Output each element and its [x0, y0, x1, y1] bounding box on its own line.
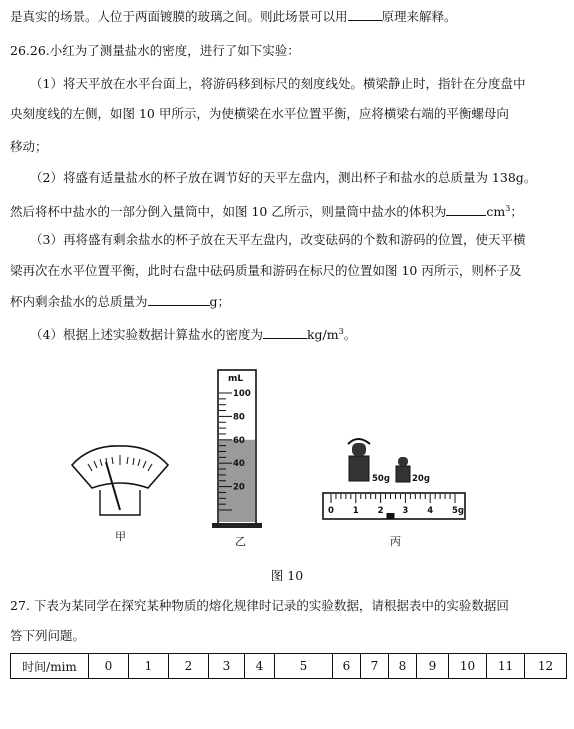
unit-density: kg/m	[306, 327, 339, 343]
q26-step4	[30, 323, 566, 344]
q27-line1: 27. 下表为某同学在探究某种物质的熔化规律时记录的实验数据，请根据表中的实验数据回	[10, 598, 509, 613]
table-cell: 12	[525, 654, 567, 679]
table-cell: 4	[245, 654, 275, 679]
table-cell: 2	[169, 654, 209, 679]
table-cell: 9	[417, 654, 449, 679]
figure-caption: 图 10	[270, 568, 304, 583]
answer-blank[interactable]	[348, 8, 382, 21]
balance-dial	[72, 446, 168, 515]
rider[interactable]	[387, 513, 395, 519]
label-jia: 甲	[115, 530, 126, 543]
rider-tick-label: 1	[352, 506, 359, 516]
melting-data-table	[10, 653, 567, 679]
table-header-cell: 时间/mim	[11, 654, 89, 679]
rider-tick-label: 5g	[452, 506, 464, 516]
weight-50g-label: 50g	[372, 474, 390, 484]
cylinder-base	[212, 523, 262, 528]
unit-density-exp: 3	[338, 327, 344, 336]
q26-step1-line1: （1）将天平放在水平台面上，将游码移到标尺的刻度线处。横梁静止时，指针在分度盘中	[30, 76, 526, 91]
figure-svg	[60, 350, 480, 565]
table-cell: 1	[129, 654, 169, 679]
q27-line2: 答下列问题。	[10, 628, 86, 643]
density-answer-blank[interactable]	[263, 326, 307, 339]
table-cell: 3	[209, 654, 245, 679]
table-cell: 8	[389, 654, 417, 679]
table-cell: 6	[333, 654, 361, 679]
q26-step3-line1: （3）再将盛有剩余盐水的杯子放在天平左盘内，改变砝码的个数和游码的位置，使天平横	[30, 232, 526, 247]
graduated-cylinder	[212, 370, 262, 528]
rider-tick-label: 0	[328, 506, 334, 516]
punct: ；	[510, 204, 523, 220]
table-cell: 0	[89, 654, 129, 679]
mass-answer-blank[interactable]	[148, 293, 210, 306]
rider-scale	[323, 493, 465, 519]
q26-step2-line1: （2）将盛有适量盐水的杯子放在调节好的天平左盘内，测出杯子和盐水的总质量为 138g。	[30, 170, 537, 185]
unit-cm: cm	[486, 204, 506, 220]
cylinder-tick-label: 80	[233, 412, 245, 423]
cylinder-tick-label: 20	[233, 482, 245, 493]
q26-step1-line2: 央刻度线的左侧，如图 10 甲所示，为使横梁在水平位置平衡，应将横梁右端的平衡螺母向	[10, 106, 509, 121]
rider-tick-label: 3	[402, 506, 409, 516]
label-yi: 乙	[235, 535, 246, 548]
q26-step2-text: 然后将杯中盐水的一部分倒入量筒中，如图 10 乙所示，则量筒中盐水的体积为	[10, 204, 447, 220]
q26-step1-line3: 移动；	[10, 139, 48, 154]
weight-50g	[348, 439, 390, 484]
intro-text	[10, 8, 566, 26]
label-bing: 丙	[390, 535, 401, 548]
table-cell: 7	[361, 654, 389, 679]
cylinder-unit: mL	[228, 374, 244, 384]
intro-text-b: 原理来解释。	[381, 9, 457, 24]
table-cell: 10	[449, 654, 487, 679]
table-cell: 5	[275, 654, 333, 679]
q26-step4-text: （4）根据上述实验数据计算盐水的密度为	[30, 327, 263, 343]
unit-exp: 3	[505, 204, 511, 213]
q26-step3-line2: 梁再次在水平位置平衡，此时右盘中砝码质量和游码在标尺的位置如图 10 丙所示，则杯子及	[10, 263, 522, 278]
weight-20g	[396, 457, 430, 484]
q26-intro: 26.26.小红为了测量盐水的密度，进行了如下实验：	[10, 43, 300, 58]
q26-step3-line3	[10, 293, 566, 311]
volume-answer-blank[interactable]	[446, 203, 486, 216]
cylinder-tick-label: 40	[233, 459, 245, 470]
figure-10	[60, 350, 480, 565]
cylinder-tick-label: 60	[233, 435, 245, 446]
rider-tick-label: 2	[377, 506, 384, 516]
cylinder-tick-label: 100	[233, 389, 251, 399]
weight-20g-label: 20g	[412, 474, 430, 484]
q26-step2-line2	[10, 200, 566, 221]
rider-tick-label: 4	[427, 506, 434, 516]
intro-text-a: 是真实的场景。人位于两面镀膜的玻璃之间。则此场景可以用	[10, 9, 348, 24]
q26-step3-text: 杯内剩余盐水的总质量为	[10, 294, 148, 309]
unit-g: g；	[209, 294, 231, 309]
table-row	[11, 654, 567, 679]
punct: 。	[343, 327, 357, 343]
table-cell: 11	[487, 654, 525, 679]
